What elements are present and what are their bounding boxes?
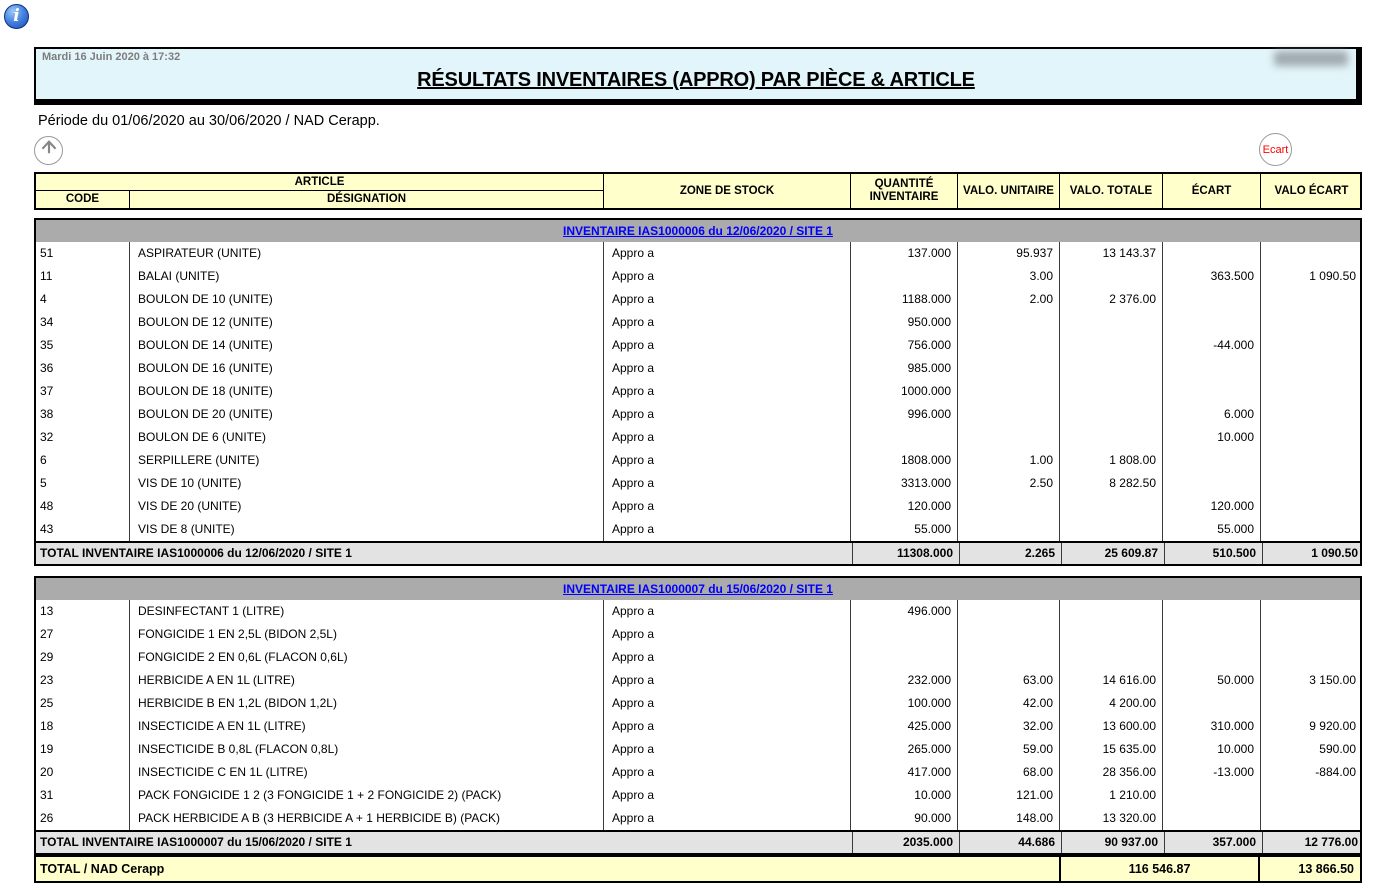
cell-designation: VIS DE 10 (UNITE) [129,472,603,495]
cell-valo-unitaire [957,426,1059,449]
total-ecart: 510.500 [1164,543,1262,564]
header-valo-ecart: VALO ÉCART [1260,174,1362,208]
cell-zone: Appro a [603,518,850,541]
cell-quantity: 985.000 [850,357,957,380]
cell-valo-ecart [1260,311,1362,334]
cell-code: 34 [40,315,54,329]
cell-valo-totale: 1 808.00 [1059,449,1162,472]
cell-ecart [1162,600,1260,623]
cell-valo-ecart [1260,380,1362,403]
cell-valo-ecart [1260,495,1362,518]
cell-valo-ecart [1260,623,1362,646]
cell-quantity: 950.000 [850,311,957,334]
cell-valo-unitaire: 95.937 [957,242,1059,265]
table-row [36,738,1360,761]
cell-ecart: 10.000 [1162,738,1260,761]
cell-designation: BOULON DE 18 (UNITE) [129,380,603,403]
cell-code: 20 [40,765,54,779]
cell-valo-ecart [1260,288,1362,311]
cell-valo-totale: 8 282.50 [1059,472,1162,495]
cell-quantity: 10.000 [850,784,957,807]
table-row [36,472,1360,495]
cell-ecart: 6.000 [1162,403,1260,426]
cell-valo-totale [1059,600,1162,623]
cell-valo-ecart [1260,242,1362,265]
cell-code: 51 [40,246,54,260]
cell-zone: Appro a [603,403,850,426]
cell-valo-totale: 13 600.00 [1059,715,1162,738]
header-designation: DÉSIGNATION [129,191,603,208]
grand-total-valo-ecart: 13 866.50 [1298,862,1354,876]
cell-valo-ecart [1260,646,1362,669]
cell-valo-ecart: 1 090.50 [1260,265,1362,288]
cell-ecart: 50.000 [1162,669,1260,692]
table-row [36,761,1360,784]
cell-zone: Appro a [603,715,850,738]
cell-quantity: 1188.000 [850,288,957,311]
table-row [36,403,1360,426]
cell-valo-unitaire [957,311,1059,334]
cell-valo-totale [1059,495,1162,518]
cell-ecart [1162,623,1260,646]
cell-ecart: 120.000 [1162,495,1260,518]
table-row [36,518,1360,541]
total-valo-unitaire: 2.265 [959,543,1061,564]
cell-designation: HERBICIDE B EN 1,2L (BIDON 1,2L) [129,692,603,715]
inventory-total-row [36,830,1360,853]
cell-designation: INSECTICIDE B 0,8L (FLACON 0,8L) [129,738,603,761]
cell-designation: ASPIRATEUR (UNITE) [129,242,603,265]
cell-valo-unitaire [957,334,1059,357]
cell-ecart [1162,807,1260,830]
cell-zone: Appro a [603,692,850,715]
cell-valo-ecart [1260,600,1362,623]
cell-designation: BOULON DE 16 (UNITE) [129,357,603,380]
inventory-total-row [36,541,1360,564]
cell-code: 37 [40,384,54,398]
cell-designation: HERBICIDE A EN 1L (LITRE) [129,669,603,692]
cell-valo-unitaire: 68.00 [957,761,1059,784]
cell-valo-unitaire [957,380,1059,403]
report-datetime: Mardi 16 Juin 2020 à 17:32 [42,51,181,63]
cell-zone: Appro a [603,646,850,669]
cell-quantity: 137.000 [850,242,957,265]
cell-ecart [1162,692,1260,715]
cell-quantity: 90.000 [850,807,957,830]
cell-zone: Appro a [603,357,850,380]
cell-valo-totale: 13 143.37 [1059,242,1162,265]
cell-code: 11 [40,269,53,283]
cell-ecart [1162,288,1260,311]
cell-quantity: 417.000 [850,761,957,784]
cell-designation: BOULON DE 12 (UNITE) [129,311,603,334]
cell-quantity: 756.000 [850,334,957,357]
cell-code: 31 [40,788,54,802]
cell-valo-totale: 1 210.00 [1059,784,1162,807]
header-zone: ZONE DE STOCK [603,174,850,208]
cell-ecart [1162,311,1260,334]
table-row [36,426,1360,449]
inventory-rows [36,242,1360,541]
cell-code: 13 [40,604,54,618]
cell-ecart: 55.000 [1162,518,1260,541]
cell-valo-unitaire [957,646,1059,669]
cell-ecart [1162,646,1260,669]
cell-code: 5 [40,476,47,490]
cell-designation: INSECTICIDE A EN 1L (LITRE) [129,715,603,738]
cell-valo-totale [1059,265,1162,288]
cell-valo-unitaire: 1.00 [957,449,1059,472]
cell-zone: Appro a [603,623,850,646]
cell-quantity [850,265,957,288]
cell-quantity: 1808.000 [850,449,957,472]
cell-valo-unitaire [957,600,1059,623]
total-label: TOTAL INVENTAIRE IAS1000006 du 12/06/2020 / SITE 1 [40,546,352,560]
inventory-section [34,576,1362,855]
table-row [36,380,1360,403]
cell-zone: Appro a [603,472,850,495]
table-column-header [34,172,1362,210]
cell-valo-unitaire [957,403,1059,426]
cell-designation: BOULON DE 6 (UNITE) [129,426,603,449]
cell-code: 29 [40,650,54,664]
cell-quantity: 1000.000 [850,380,957,403]
cell-valo-totale [1059,380,1162,403]
arrow-up-icon [39,138,59,163]
table-row [36,784,1360,807]
cell-quantity: 496.000 [850,600,957,623]
blurred-label [1274,51,1348,66]
table-row [36,334,1360,357]
table-row [36,669,1360,692]
table-row [36,646,1360,669]
cell-ecart [1162,242,1260,265]
total-valo-totale: 90 937.00 [1061,832,1164,853]
cell-ecart [1162,784,1260,807]
cell-valo-unitaire: 148.00 [957,807,1059,830]
cell-quantity [850,623,957,646]
inventory-section [34,218,1362,566]
cell-valo-totale [1059,623,1162,646]
cell-code: 27 [40,627,54,641]
cell-designation: BOULON DE 14 (UNITE) [129,334,603,357]
inventory-section-bar [36,578,1360,600]
total-quantity: 11308.000 [852,543,959,564]
cell-valo-ecart [1260,472,1362,495]
cell-designation: BALAI (UNITE) [129,265,603,288]
table-row [36,449,1360,472]
cell-valo-ecart: 9 920.00 [1260,715,1362,738]
report-banner [34,47,1362,105]
cell-zone: Appro a [603,426,850,449]
cell-code: 35 [40,338,54,352]
cell-valo-ecart [1260,426,1362,449]
cell-quantity: 265.000 [850,738,957,761]
cell-code: 6 [40,453,47,467]
cell-valo-totale: 15 635.00 [1059,738,1162,761]
cell-quantity: 3313.000 [850,472,957,495]
total-valo-ecart: 12 776.00 [1262,832,1364,853]
cell-quantity: 425.000 [850,715,957,738]
cell-ecart [1162,449,1260,472]
inventory-section-bar [36,220,1360,242]
cell-valo-totale [1059,426,1162,449]
header-valo-totale: VALO. TOTALE [1059,174,1162,208]
cell-designation: BOULON DE 20 (UNITE) [129,403,603,426]
cell-zone: Appro a [603,495,850,518]
cell-valo-unitaire: 2.50 [957,472,1059,495]
cell-code: 18 [40,719,54,733]
total-valo-ecart: 1 090.50 [1262,543,1364,564]
cell-designation: DESINFECTANT 1 (LITRE) [129,600,603,623]
cell-zone: Appro a [603,807,850,830]
cell-valo-ecart [1260,357,1362,380]
cell-valo-unitaire [957,518,1059,541]
table-row [36,311,1360,334]
table-row [36,357,1360,380]
cell-designation: PACK HERBICIDE A B (3 HERBICIDE A + 1 HERBICIDE B) (PACK) [129,807,603,830]
cell-ecart: -13.000 [1162,761,1260,784]
header-ecart: ÉCART [1162,174,1260,208]
cell-designation: INSECTICIDE C EN 1L (LITRE) [129,761,603,784]
inventory-sections [0,218,1379,865]
cell-valo-totale [1059,403,1162,426]
cell-zone: Appro a [603,600,850,623]
cell-valo-ecart [1260,807,1362,830]
cell-valo-ecart: 590.00 [1260,738,1362,761]
cell-zone: Appro a [603,449,850,472]
header-quantite: QUANTITÉ INVENTAIRE [850,174,957,208]
table-row [36,600,1360,623]
cell-valo-totale [1059,311,1162,334]
total-valo-totale: 25 609.87 [1061,543,1164,564]
cell-designation: PACK FONGICIDE 1 2 (3 FONGICIDE 1 + 2 FONGICIDE 2) (PACK) [129,784,603,807]
cell-ecart [1162,472,1260,495]
table-row [36,715,1360,738]
cell-valo-ecart: 3 150.00 [1260,669,1362,692]
cell-designation: SERPILLERE (UNITE) [129,449,603,472]
grand-total-valo-totale: 116 546.87 [1059,857,1260,881]
cell-designation: FONGICIDE 1 EN 2,5L (BIDON 2,5L) [129,623,603,646]
cell-valo-totale: 2 376.00 [1059,288,1162,311]
header-valo-unitaire: VALO. UNITAIRE [957,174,1059,208]
cell-quantity: 120.000 [850,495,957,518]
cell-designation: BOULON DE 10 (UNITE) [129,288,603,311]
table-row [36,242,1360,265]
cell-zone: Appro a [603,288,850,311]
cell-quantity: 232.000 [850,669,957,692]
cell-valo-totale [1059,646,1162,669]
cell-ecart: 310.000 [1162,715,1260,738]
cell-quantity [850,646,957,669]
cell-quantity: 100.000 [850,692,957,715]
cell-code: 23 [40,673,54,687]
cell-valo-unitaire: 2.00 [957,288,1059,311]
cell-valo-unitaire: 3.00 [957,265,1059,288]
cell-zone: Appro a [603,334,850,357]
inventory-rows [36,600,1360,830]
cell-valo-totale: 28 356.00 [1059,761,1162,784]
cell-valo-totale: 4 200.00 [1059,692,1162,715]
grand-total-row [34,855,1362,883]
cell-valo-unitaire [957,495,1059,518]
cell-quantity: 55.000 [850,518,957,541]
cell-valo-ecart [1260,449,1362,472]
header-code: CODE [65,193,100,206]
cell-valo-totale [1059,334,1162,357]
cell-valo-unitaire [957,623,1059,646]
scroll-top-button[interactable] [34,136,63,165]
periode-text: Période du 01/06/2020 au 30/06/2020 / NAD Cerapp. [38,113,380,129]
cell-ecart: 10.000 [1162,426,1260,449]
cell-valo-ecart: -884.00 [1260,761,1362,784]
cell-zone: Appro a [603,738,850,761]
cell-quantity [850,426,957,449]
cell-designation: FONGICIDE 2 EN 0,6L (FLACON 0,6L) [129,646,603,669]
cell-code: 4 [40,292,47,306]
cell-valo-ecart [1260,518,1362,541]
cell-valo-ecart [1260,784,1362,807]
total-valo-unitaire: 44.686 [959,832,1061,853]
page-title: RÉSULTATS INVENTAIRES (APPRO) PAR PIÈCE & ARTICLE [417,69,975,91]
cell-ecart: -44.000 [1162,334,1260,357]
cell-valo-unitaire: 63.00 [957,669,1059,692]
cell-zone: Appro a [603,669,850,692]
cell-code: 25 [40,696,54,710]
inventory-link[interactable]: INVENTAIRE IAS1000006 du 12/06/2020 / SITE 1 [563,224,833,238]
cell-zone: Appro a [603,761,850,784]
ecart-button-label: Ecart [1262,143,1289,156]
cell-code: 32 [40,430,54,444]
cell-designation: VIS DE 20 (UNITE) [129,495,603,518]
cell-valo-totale: 14 616.00 [1059,669,1162,692]
table-row [36,265,1360,288]
total-quantity: 2035.000 [852,832,959,853]
cell-valo-ecart [1260,692,1362,715]
cell-zone: Appro a [603,242,850,265]
cell-valo-totale: 13 320.00 [1059,807,1162,830]
cell-code: 48 [40,499,54,513]
cell-valo-unitaire [957,357,1059,380]
cell-zone: Appro a [603,784,850,807]
grand-total-label: TOTAL / NAD Cerapp [40,862,165,876]
header-article: ARTICLE [36,174,603,191]
table-row [36,623,1360,646]
cell-code: 26 [40,811,54,825]
cell-zone: Appro a [603,311,850,334]
cell-ecart: 363.500 [1162,265,1260,288]
table-row [36,495,1360,518]
cell-valo-unitaire: 32.00 [957,715,1059,738]
info-icon[interactable]: i [4,4,29,29]
cell-zone: Appro a [603,380,850,403]
cell-designation: VIS DE 8 (UNITE) [129,518,603,541]
cell-code: 19 [40,742,54,756]
cell-ecart [1162,380,1260,403]
cell-ecart [1162,357,1260,380]
cell-valo-ecart [1260,403,1362,426]
cell-quantity: 996.000 [850,403,957,426]
cell-zone: Appro a [603,265,850,288]
total-ecart: 357.000 [1164,832,1262,853]
cell-valo-unitaire: 42.00 [957,692,1059,715]
table-row [36,692,1360,715]
ecart-button[interactable] [1259,133,1292,166]
table-row [36,288,1360,311]
cell-code: 38 [40,407,54,421]
cell-valo-unitaire: 121.00 [957,784,1059,807]
cell-code: 43 [40,522,54,536]
cell-valo-unitaire: 59.00 [957,738,1059,761]
total-label: TOTAL INVENTAIRE IAS1000007 du 15/06/2020 / SITE 1 [40,835,352,849]
cell-code: 36 [40,361,54,375]
cell-valo-totale [1059,518,1162,541]
inventory-link[interactable]: INVENTAIRE IAS1000007 du 15/06/2020 / SITE 1 [563,582,833,596]
cell-valo-totale [1059,357,1162,380]
cell-valo-ecart [1260,334,1362,357]
table-row [36,807,1360,830]
